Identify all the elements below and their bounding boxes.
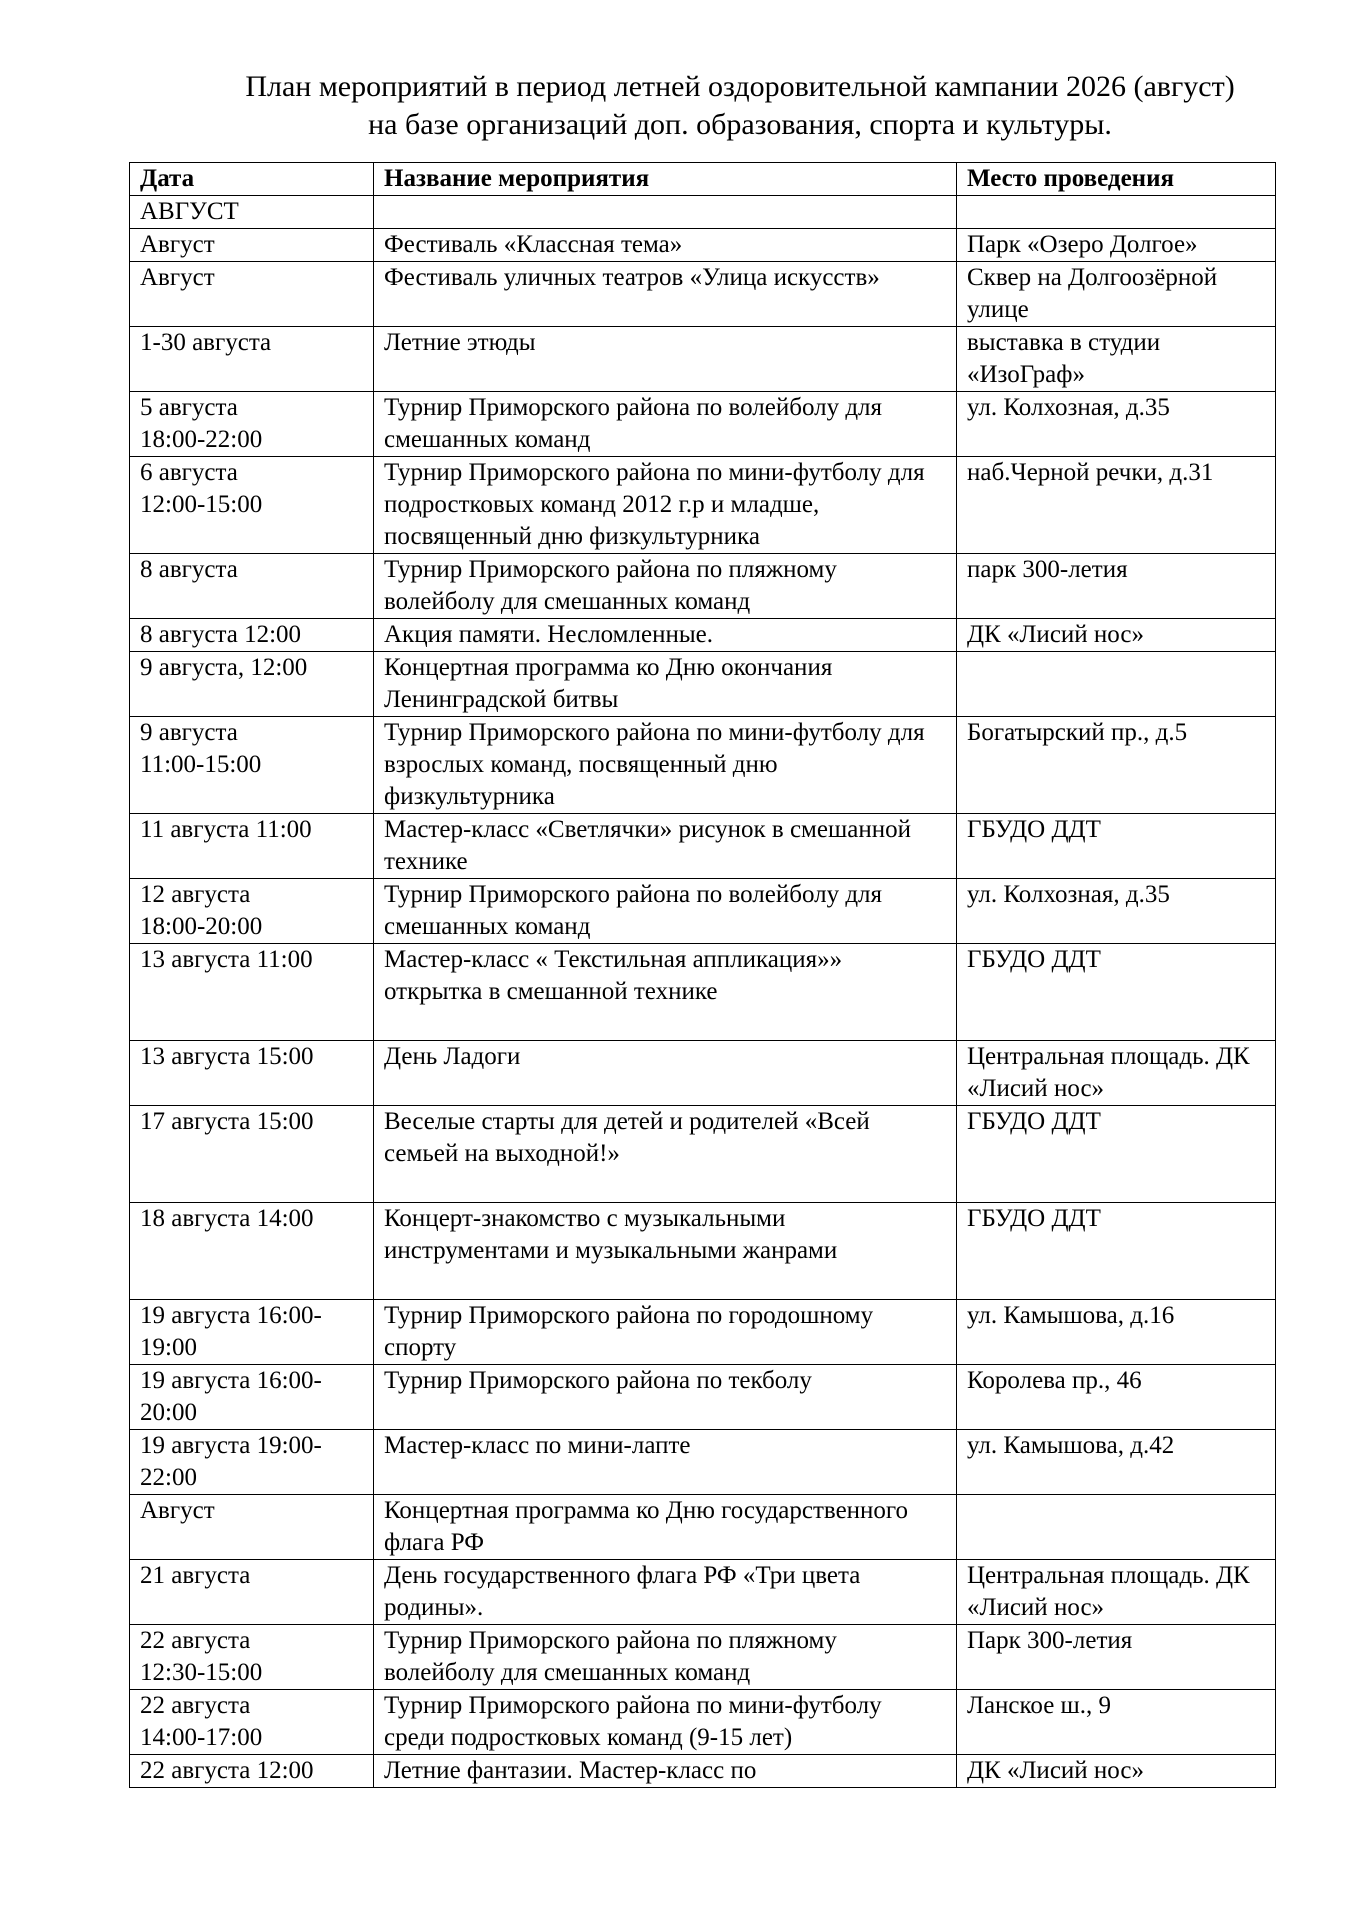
cell-location: ДК «Лисий нос» xyxy=(957,619,1276,652)
cell-event-name: Концертная программа ко Дню окончания Ленинградской битвы xyxy=(374,652,957,717)
cell-date: 13 августа 15:00 xyxy=(130,1041,374,1106)
table-row xyxy=(130,717,1276,814)
cell-location: ГБУДО ДДТ xyxy=(957,944,1276,1041)
cell-location: наб.Черной речки, д.31 xyxy=(957,457,1276,554)
cell-event-name: Турнир Приморского района по волейболу для смешанных команд xyxy=(374,392,957,457)
table-row xyxy=(130,1041,1276,1106)
cell-event-name: Мастер-класс « Текстильная аппликация»» открытка в смешанной технике xyxy=(374,944,957,1041)
cell-event-name: Концертная программа ко Дню государственного флага РФ xyxy=(374,1495,957,1560)
cell-location: Парк «Озеро Долгое» xyxy=(957,229,1276,262)
cell-location xyxy=(957,652,1276,717)
cell-date: 19 августа 19:00- 22:00 xyxy=(130,1430,374,1495)
cell-event-name xyxy=(374,196,957,229)
cell-event-name: Летние фантазии. Мастер-класс по xyxy=(374,1755,957,1788)
cell-date: 5 августа 18:00-22:00 xyxy=(130,392,374,457)
cell-event-name: Турнир Приморского района по волейболу для смешанных команд xyxy=(374,879,957,944)
cell-event-name: Веселые старты для детей и родителей «Всей семьей на выходной!» xyxy=(374,1106,957,1203)
cell-event-name: Концерт-знакомство с музыкальными инструментами и музыкальными жанрами xyxy=(374,1203,957,1300)
table-row xyxy=(130,457,1276,554)
cell-location: ул. Колхозная, д.35 xyxy=(957,879,1276,944)
cell-date: 18 августа 14:00 xyxy=(130,1203,374,1300)
table-row xyxy=(130,879,1276,944)
cell-event-name: Турнир Приморского района по мини-футболу для подростковых команд 2012 г.р и младше, посвященный дню физкультурника xyxy=(374,457,957,554)
cell-date: 19 августа 16:00- 19:00 xyxy=(130,1300,374,1365)
cell-date: Август xyxy=(130,229,374,262)
cell-date: 9 августа, 12:00 xyxy=(130,652,374,717)
cell-location xyxy=(957,1495,1276,1560)
cell-date: 6 августа 12:00-15:00 xyxy=(130,457,374,554)
cell-location: Парк 300-летия xyxy=(957,1625,1276,1690)
cell-event-name: Мастер-класс «Светлячки» рисунок в смешанной технике xyxy=(374,814,957,879)
cell-event-name: Фестиваль «Классная тема» xyxy=(374,229,957,262)
cell-date: АВГУСТ xyxy=(130,196,374,229)
cell-date: 17 августа 15:00 xyxy=(130,1106,374,1203)
cell-date: 21 августа xyxy=(130,1560,374,1625)
cell-event-name: Турнир Приморского района по пляжному волейболу для смешанных команд xyxy=(374,554,957,619)
cell-date: 22 августа 12:30-15:00 xyxy=(130,1625,374,1690)
table-row xyxy=(130,1300,1276,1365)
table-row xyxy=(130,392,1276,457)
cell-date: 22 августа 12:00 xyxy=(130,1755,374,1788)
cell-date: 13 августа 11:00 xyxy=(130,944,374,1041)
table-row xyxy=(130,1495,1276,1560)
table-row xyxy=(130,1625,1276,1690)
cell-location: ул. Камышова, д.16 xyxy=(957,1300,1276,1365)
header-event-name: Название мероприятия xyxy=(374,163,957,196)
cell-date: 8 августа 12:00 xyxy=(130,619,374,652)
table-row xyxy=(130,944,1276,1041)
cell-event-name: День государственного флага РФ «Три цвета родины». xyxy=(374,1560,957,1625)
cell-date: 1-30 августа xyxy=(130,327,374,392)
table-row xyxy=(130,262,1276,327)
table-row xyxy=(130,1560,1276,1625)
table-row xyxy=(130,1755,1276,1788)
header-row xyxy=(130,163,1276,196)
table-row xyxy=(130,196,1276,229)
title-line-2: на базе организаций доп. образования, спорта и культуры. xyxy=(368,108,1112,141)
cell-date: 11 августа 11:00 xyxy=(130,814,374,879)
cell-location: Ланское ш., 9 xyxy=(957,1690,1276,1755)
cell-event-name: День Ладоги xyxy=(374,1041,957,1106)
cell-location: ГБУДО ДДТ xyxy=(957,1106,1276,1203)
table-row xyxy=(130,229,1276,262)
cell-event-name: Мастер-класс по мини-лапте xyxy=(374,1430,957,1495)
cell-location: ГБУДО ДДТ xyxy=(957,1203,1276,1300)
table-row xyxy=(130,652,1276,717)
table-row xyxy=(130,1203,1276,1300)
cell-location: выставка в студии «ИзоГраф» xyxy=(957,327,1276,392)
table-row xyxy=(130,1365,1276,1430)
cell-location: Центральная площадь. ДК «Лисий нос» xyxy=(957,1560,1276,1625)
table-row xyxy=(130,554,1276,619)
cell-date: 8 августа xyxy=(130,554,374,619)
cell-location: Центральная площадь. ДК «Лисий нос» xyxy=(957,1041,1276,1106)
cell-location: Богатырский пр., д.5 xyxy=(957,717,1276,814)
cell-location: ДК «Лисий нос» xyxy=(957,1755,1276,1788)
cell-event-name: Акция памяти. Несломленные. xyxy=(374,619,957,652)
events-table xyxy=(129,162,1276,1788)
cell-date: 22 августа 14:00-17:00 xyxy=(130,1690,374,1755)
title-line-1: План мероприятий в период летней оздоровительной кампании 2026 (август) xyxy=(245,70,1235,103)
cell-date: Август xyxy=(130,262,374,327)
cell-date: Август xyxy=(130,1495,374,1560)
cell-location: парк 300-летия xyxy=(957,554,1276,619)
header-location: Место проведения xyxy=(957,163,1276,196)
cell-date: 12 августа 18:00-20:00 xyxy=(130,879,374,944)
cell-event-name: Турнир Приморского района по текболу xyxy=(374,1365,957,1430)
cell-event-name: Летние этюды xyxy=(374,327,957,392)
cell-date: 19 августа 16:00- 20:00 xyxy=(130,1365,374,1430)
cell-event-name: Турнир Приморского района по мини-футболу для взрослых команд, посвященный дню физкультурника xyxy=(374,717,957,814)
cell-location: ул. Камышова, д.42 xyxy=(957,1430,1276,1495)
cell-location: ГБУДО ДДТ xyxy=(957,814,1276,879)
header-date: Дата xyxy=(130,163,374,196)
table-row xyxy=(130,1430,1276,1495)
cell-date: 9 августа 11:00-15:00 xyxy=(130,717,374,814)
cell-event-name: Турнир Приморского района по пляжному волейболу для смешанных команд xyxy=(374,1625,957,1690)
table-row xyxy=(130,619,1276,652)
table-row xyxy=(130,327,1276,392)
cell-event-name: Турнир Приморского района по городошному спорту xyxy=(374,1300,957,1365)
cell-location: Сквер на Долгоозёрной улице xyxy=(957,262,1276,327)
table-row xyxy=(130,1106,1276,1203)
table-row xyxy=(130,814,1276,879)
cell-location xyxy=(957,196,1276,229)
cell-event-name: Турнир Приморского района по мини-футболу среди подростковых команд (9-15 лет) xyxy=(374,1690,957,1755)
cell-event-name: Фестиваль уличных театров «Улица искусств» xyxy=(374,262,957,327)
document-title xyxy=(150,68,1330,144)
cell-location: ул. Колхозная, д.35 xyxy=(957,392,1276,457)
table-row xyxy=(130,1690,1276,1755)
cell-location: Королева пр., 46 xyxy=(957,1365,1276,1430)
